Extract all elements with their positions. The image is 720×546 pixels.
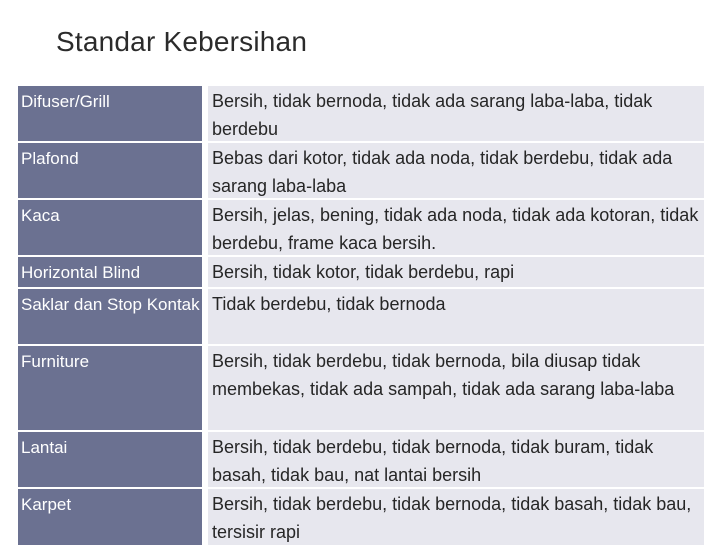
- row-value: Bersih, tidak bernoda, tidak ada sarang laba-laba, tidak berdebu: [208, 86, 704, 141]
- cleanliness-standard-table: [18, 86, 704, 545]
- row-label: Difuser/Grill: [18, 86, 202, 141]
- row-value: Bebas dari kotor, tidak ada noda, tidak berdebu, tidak ada sarang laba-laba: [208, 143, 704, 198]
- table-row: [18, 255, 704, 287]
- row-value: Bersih, jelas, bening, tidak ada noda, tidak ada kotoran, tidak berdebu, frame kaca bersih.: [208, 200, 704, 255]
- table-row: [18, 198, 704, 255]
- row-label: Saklar dan Stop Kontak: [18, 289, 202, 344]
- row-value: Bersih, tidak berdebu, tidak bernoda, bila diusap tidak membekas, tidak ada sampah, tidak ada sarang laba-laba: [208, 346, 704, 430]
- row-value: Bersih, tidak berdebu, tidak bernoda, tidak buram, tidak basah, tidak bau, nat lantai bersih: [208, 432, 704, 487]
- table-row: [18, 141, 704, 198]
- table-row: [18, 344, 704, 430]
- table-row: [18, 487, 704, 545]
- row-label: Lantai: [18, 432, 202, 487]
- table-row: [18, 287, 704, 344]
- page-title: Standar Kebersihan: [56, 26, 308, 57]
- row-label: Kaca: [18, 200, 202, 255]
- row-label: Karpet: [18, 489, 202, 545]
- row-value: Bersih, tidak berdebu, tidak bernoda, tidak basah, tidak bau, tersisir rapi: [208, 489, 704, 545]
- row-label: Horizontal Blind: [18, 257, 202, 287]
- row-value: Bersih, tidak kotor, tidak berdebu, rapi: [208, 257, 704, 287]
- table-row: [18, 86, 704, 141]
- row-label: Plafond: [18, 143, 202, 198]
- row-value: Tidak berdebu, tidak bernoda: [208, 289, 704, 344]
- row-label: Furniture: [18, 346, 202, 430]
- table-row: [18, 430, 704, 487]
